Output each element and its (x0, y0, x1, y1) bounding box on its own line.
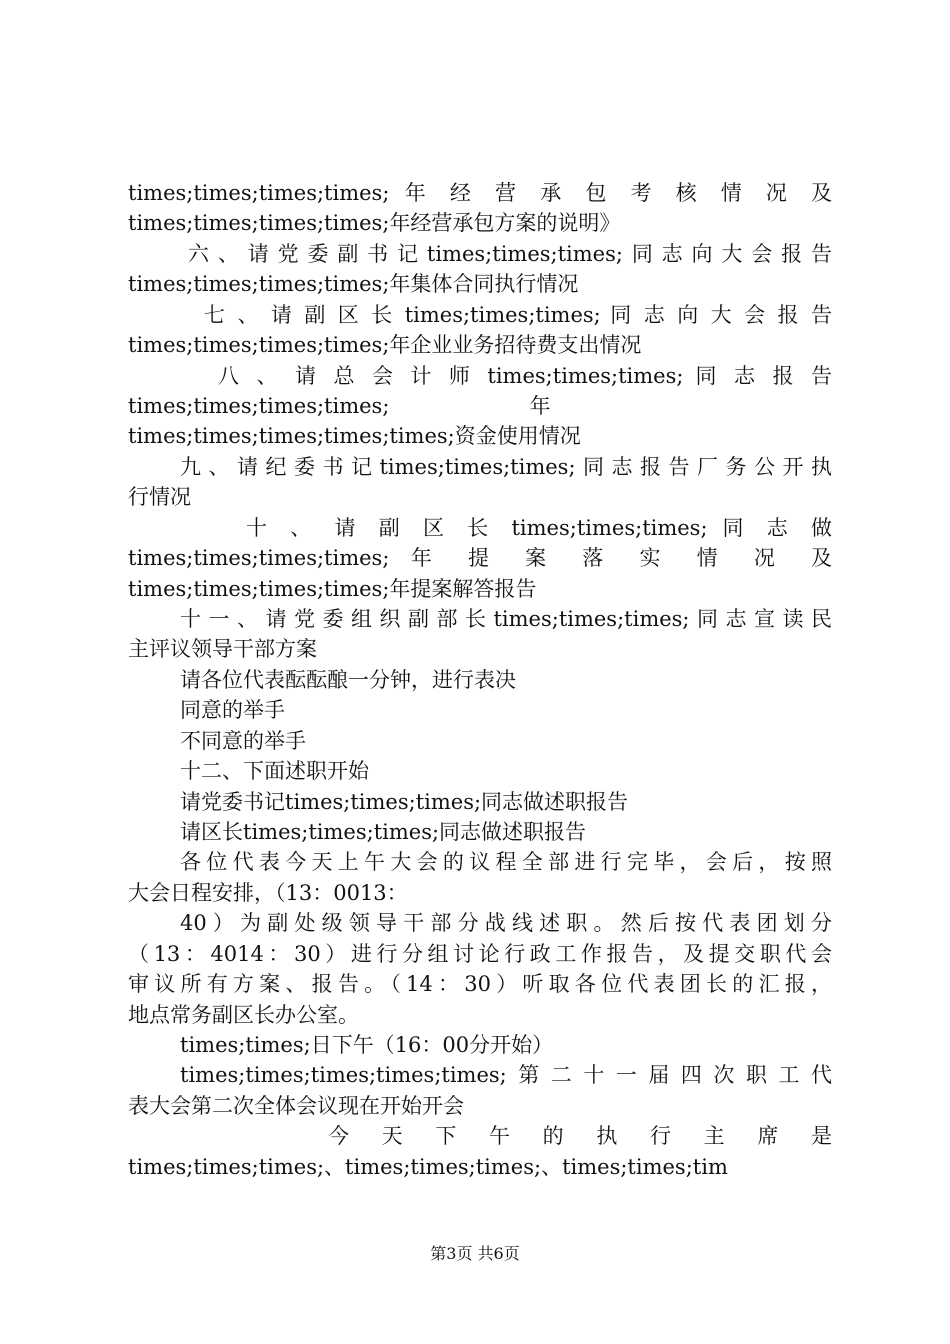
text-line: 八 、 请 总 会 计 师 times;times;times; 同 志 报 告 (218, 364, 832, 388)
text-line: 十 、 请 副 区 长 times;times;times; 同 志 做 (246, 516, 832, 540)
page-number-footer: 第3页 共6页 (430, 1244, 520, 1263)
text-line: 请区长times;times;times;同志做述职报告 (180, 820, 587, 844)
text-line: times;times;times;times;年企业业务招待费支出情况 (128, 333, 642, 357)
text-line: times;times;日下午（16：00分开始） (180, 1033, 554, 1057)
text-line: times;times;times;times;年经营承包方案的说明》 (128, 211, 621, 235)
text-line: 九、请纪委书记times;times;times;同志报告厂务公开执 (180, 455, 832, 479)
text-line: times;times;times;times; 年 提 案 落 实 情 况 及 (128, 546, 832, 570)
text-line: times;times;times;times;times;第二十一届四次职工代 (180, 1063, 832, 1087)
text-line: 请各位代表酝酝酿一分钟，进行表决 (180, 668, 516, 692)
text-line: 请党委书记times;times;times;同志做述职报告 (180, 790, 629, 814)
text-line: times;times;times;times;times;资金使用情况 (128, 424, 581, 448)
text-line: times;times;times;times; 年 经 营 承 包 考 核 情 况 及 (128, 181, 832, 205)
text-line: （13：4014：30）进行分组讨论行政工作报告，及提交职代会 (128, 942, 832, 966)
text-line: 审议所有方案、报告。（14：30）听取各位代表团长的汇报， (128, 972, 832, 996)
text-line: 六、请党委副书记times;times;times;同志向大会报告 (188, 242, 832, 266)
text-line: 十二、下面述职开始 (180, 759, 369, 783)
text-line: times;times;times;times;年集体合同执行情况 (128, 272, 579, 296)
text-line: 各位代表今天上午大会的议程全部进行完毕，会后，按照 (180, 850, 832, 874)
text-line: 七 、 请 副 区 长 times;times;times; 同 志 向 大 会 报 告 (204, 303, 832, 327)
text-line: times;times;times;times; 年 (128, 394, 551, 418)
text-line: 同意的举手 (180, 698, 285, 722)
text-line: 表大会第二次全体会议现在开始开会 (128, 1094, 464, 1118)
text-line: 今 天 下 午 的 执 行 主 席 是 (328, 1124, 832, 1148)
text-line: 十一、请党委组织副部长times;times;times;同志宣读民 (180, 607, 832, 631)
text-line: 行情况 (128, 485, 191, 509)
text-line: 40）为副处级领导干部分战线述职。然后按代表团划分 (180, 911, 832, 935)
text-line: 地点常务副区长办公室。 (128, 1003, 359, 1027)
text-line: 不同意的举手 (180, 729, 306, 753)
text-line: 大会日程安排，（13：0013： (128, 881, 408, 905)
text-line: 主评议领导干部方案 (128, 637, 317, 661)
text-line: times;times;times;、times;times;times;、times;times;tim (128, 1155, 728, 1179)
text-line: times;times;times;times;年提案解答报告 (128, 577, 537, 601)
